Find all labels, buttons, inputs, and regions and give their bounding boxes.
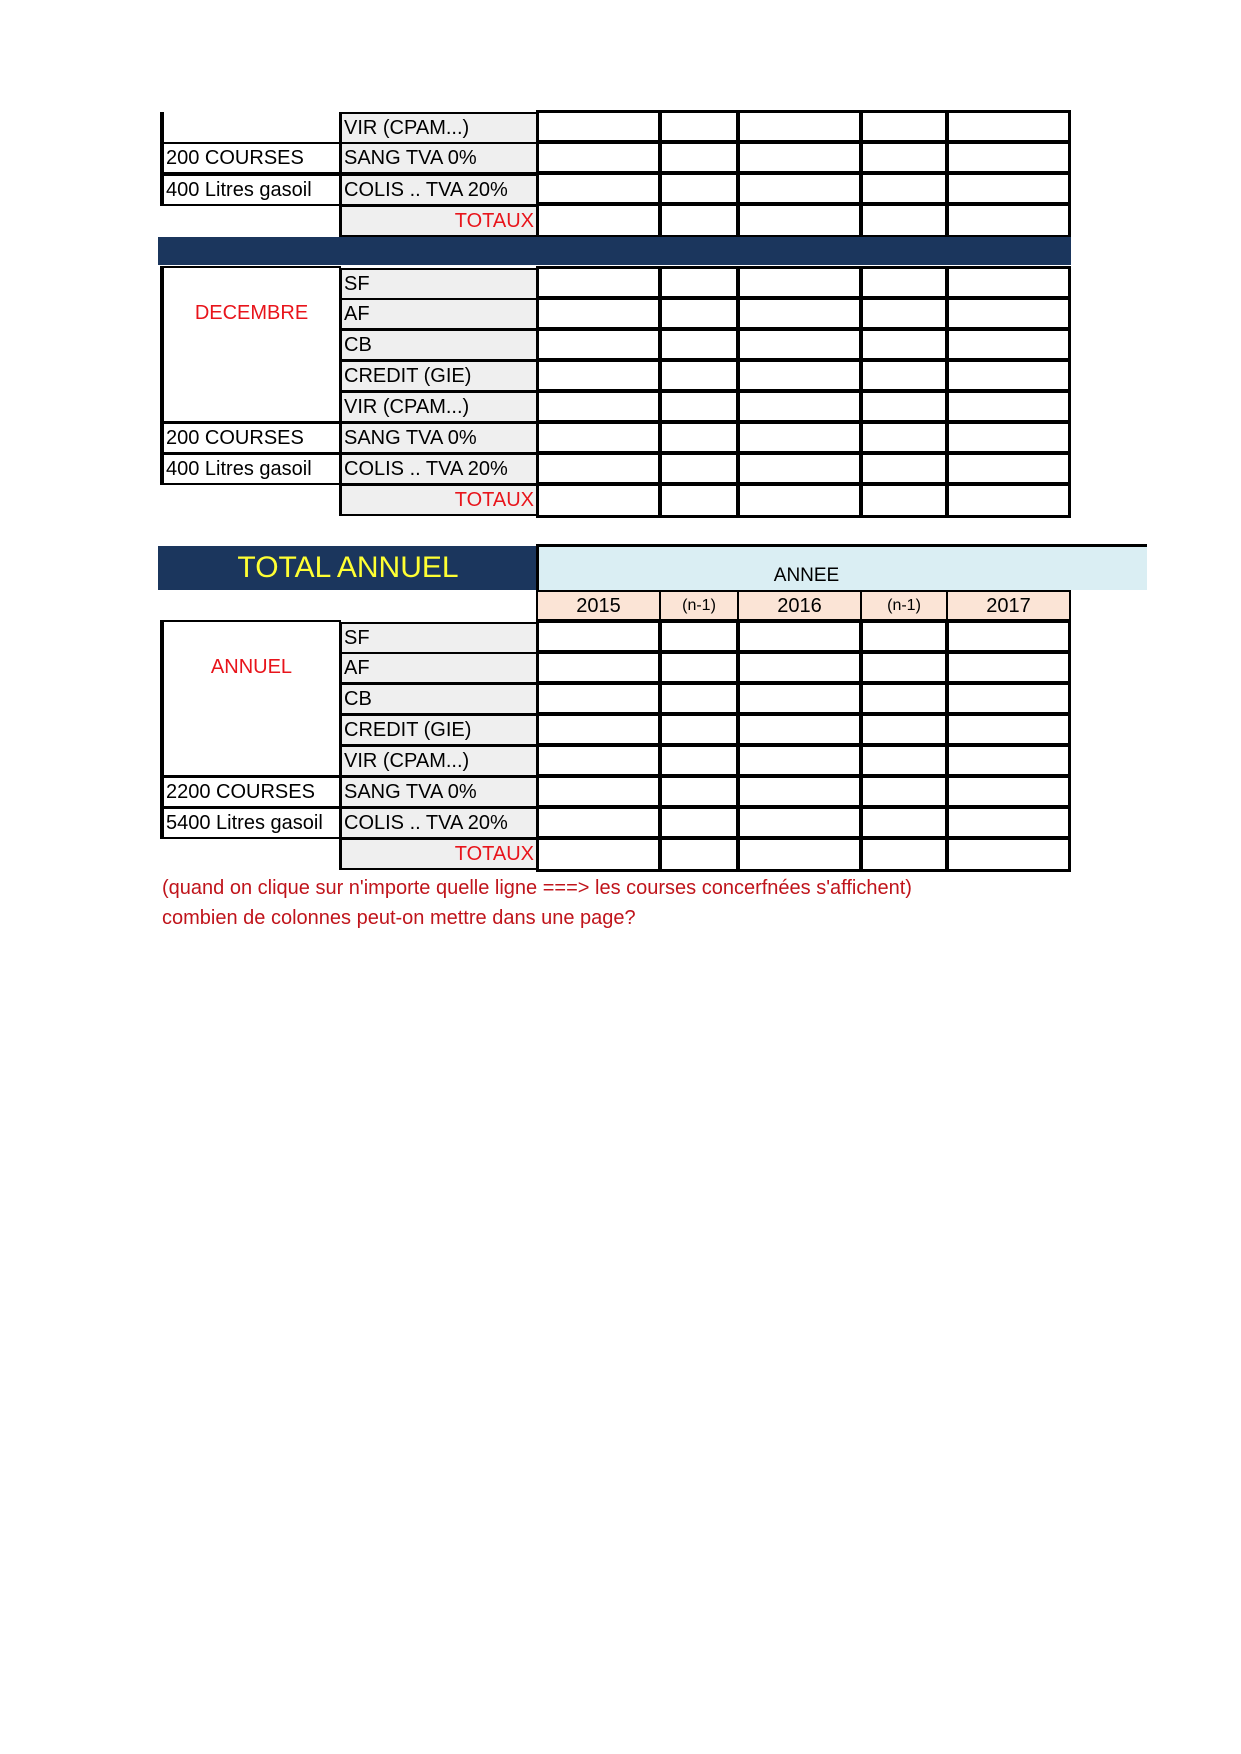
value-cell[interactable] [536, 620, 661, 653]
annee-header-right-stub [1063, 544, 1071, 547]
category-sf: SF [339, 622, 538, 654]
value-cell[interactable] [737, 266, 862, 299]
value-cell[interactable] [860, 620, 948, 653]
category-sang-tva0: SANG TVA 0% [339, 422, 538, 454]
totaux-label: TOTAUX [339, 484, 538, 516]
category-sang-tva0: SANG TVA 0% [339, 776, 538, 808]
value-cell[interactable] [737, 141, 862, 174]
gasoil-litres-cell: 5400 Litres gasoil [160, 807, 341, 839]
value-cell[interactable] [946, 390, 1071, 423]
category-colis-tva20: COLIS .. TVA 20% [339, 174, 538, 206]
category-af: AF [339, 652, 538, 684]
annee-label: ANNEE [773, 565, 840, 586]
value-cell[interactable] [737, 837, 862, 872]
value-cell[interactable] [536, 682, 661, 715]
value-cell[interactable] [946, 141, 1071, 174]
month-label: DECEMBRE [194, 302, 309, 324]
value-cell[interactable] [946, 837, 1071, 872]
value-cell[interactable] [946, 775, 1071, 808]
annee-header [536, 544, 1147, 590]
gasoil-litres-cell: 400 Litres gasoil [160, 453, 341, 485]
value-cell[interactable] [860, 837, 948, 872]
totaux-label: TOTAUX [339, 205, 538, 237]
value-cell[interactable] [659, 359, 739, 392]
value-cell[interactable] [737, 297, 862, 330]
value-cell[interactable] [536, 775, 661, 808]
value-cell[interactable] [946, 682, 1071, 715]
value-grid[interactable] [536, 620, 1071, 872]
value-grid[interactable] [536, 266, 1071, 518]
value-cell[interactable] [860, 141, 948, 174]
value-cell[interactable] [860, 297, 948, 330]
category-vir-cpam: VIR (CPAM...) [339, 745, 538, 777]
month-divider-bar [158, 237, 1071, 265]
value-cell[interactable] [659, 651, 739, 684]
value-cell[interactable] [946, 620, 1071, 653]
value-cell[interactable] [737, 682, 862, 715]
year-header-2016: 2016 [737, 590, 862, 621]
left-border-stub [160, 112, 164, 142]
value-cell[interactable] [946, 806, 1071, 839]
value-cell[interactable] [659, 328, 739, 361]
value-cell[interactable] [860, 390, 948, 423]
value-cell[interactable] [946, 744, 1071, 777]
value-cell[interactable] [737, 775, 862, 808]
total-annuel-title: TOTAL ANNUEL [237, 551, 459, 584]
value-cell[interactable] [737, 806, 862, 839]
value-cell[interactable] [946, 328, 1071, 361]
value-cell[interactable] [737, 203, 862, 238]
value-cell[interactable] [659, 713, 739, 746]
value-cell[interactable] [860, 266, 948, 299]
courses-count-cell: 200 COURSES [160, 422, 341, 454]
value-cell[interactable] [659, 682, 739, 715]
value-cell[interactable] [860, 421, 948, 454]
category-credit-gie: CREDIT (GIE) [339, 714, 538, 746]
value-cell[interactable] [659, 620, 739, 653]
year-header-n1: (n-1) [860, 590, 948, 621]
value-cell[interactable] [659, 775, 739, 808]
value-cell[interactable] [860, 682, 948, 715]
value-cell[interactable] [536, 110, 661, 143]
category-cb: CB [339, 329, 538, 361]
value-cell[interactable] [946, 359, 1071, 392]
value-cell[interactable] [659, 483, 739, 518]
value-cell[interactable] [860, 744, 948, 777]
value-cell[interactable] [659, 141, 739, 174]
value-cell[interactable] [946, 483, 1071, 518]
value-cell[interactable] [860, 172, 948, 205]
value-cell[interactable] [536, 297, 661, 330]
value-cell[interactable] [737, 390, 862, 423]
value-cell[interactable] [737, 421, 862, 454]
category-vir-cpam: VIR (CPAM...) [339, 391, 538, 423]
courses-count-cell: 200 COURSES [160, 142, 341, 174]
value-cell[interactable] [659, 172, 739, 205]
value-cell[interactable] [659, 390, 739, 423]
value-cell[interactable] [737, 483, 862, 518]
value-cell[interactable] [946, 266, 1071, 299]
annuel-label-cell [160, 620, 341, 777]
value-cell[interactable] [737, 172, 862, 205]
value-cell[interactable] [860, 806, 948, 839]
value-cell[interactable] [860, 775, 948, 808]
value-cell[interactable] [536, 713, 661, 746]
value-cell[interactable] [659, 806, 739, 839]
annuel-label: ANNUEL [210, 656, 293, 678]
total-annuel-title-bar [158, 546, 538, 590]
value-cell[interactable] [737, 110, 862, 143]
value-cell[interactable] [946, 172, 1071, 205]
value-cell[interactable] [536, 744, 661, 777]
courses-count-cell: 2200 COURSES [160, 776, 341, 808]
value-cell[interactable] [536, 390, 661, 423]
year-header-2017: 2017 [946, 590, 1071, 621]
value-cell[interactable] [860, 359, 948, 392]
value-cell[interactable] [737, 328, 862, 361]
value-cell[interactable] [946, 452, 1071, 485]
value-cell[interactable] [536, 141, 661, 174]
value-cell[interactable] [946, 713, 1071, 746]
value-cell[interactable] [659, 452, 739, 485]
value-cell[interactable] [860, 713, 948, 746]
value-cell[interactable] [659, 837, 739, 872]
value-cell[interactable] [946, 421, 1071, 454]
value-cell[interactable] [946, 297, 1071, 330]
value-cell[interactable] [536, 806, 661, 839]
value-cell[interactable] [737, 744, 862, 777]
category-cb: CB [339, 683, 538, 715]
value-cell[interactable] [659, 421, 739, 454]
value-cell[interactable] [536, 328, 661, 361]
category-sang-tva0: SANG TVA 0% [339, 142, 538, 174]
category-colis-tva20: COLIS .. TVA 20% [339, 807, 538, 839]
value-cell[interactable] [737, 359, 862, 392]
value-grid[interactable] [536, 110, 1071, 238]
category-vir-cpam: VIR (CPAM...) [339, 112, 538, 144]
note-columns-question: combien de colonnes peut-on mettre dans une page? [162, 907, 636, 929]
value-cell[interactable] [737, 452, 862, 485]
month-label-cell [160, 266, 341, 423]
totaux-label: TOTAUX [339, 838, 538, 870]
value-cell[interactable] [860, 651, 948, 684]
value-cell[interactable] [737, 713, 862, 746]
value-cell[interactable] [860, 203, 948, 238]
value-cell[interactable] [860, 483, 948, 518]
value-cell[interactable] [536, 359, 661, 392]
category-colis-tva20: COLIS .. TVA 20% [339, 453, 538, 485]
value-cell[interactable] [536, 837, 661, 872]
value-cell[interactable] [737, 620, 862, 653]
category-af: AF [339, 298, 538, 330]
value-cell[interactable] [536, 203, 661, 238]
value-cell[interactable] [536, 483, 661, 518]
value-cell[interactable] [946, 203, 1071, 238]
value-cell[interactable] [536, 266, 661, 299]
value-cell[interactable] [946, 110, 1071, 143]
category-sf: SF [339, 268, 538, 300]
year-header-2015: 2015 [536, 590, 661, 621]
value-cell[interactable] [659, 110, 739, 143]
year-header-n1: (n-1) [659, 590, 739, 621]
gasoil-litres-cell: 400 Litres gasoil [160, 174, 341, 206]
value-cell[interactable] [536, 172, 661, 205]
value-cell[interactable] [659, 297, 739, 330]
value-cell[interactable] [659, 203, 739, 238]
value-cell[interactable] [737, 651, 862, 684]
value-cell[interactable] [860, 452, 948, 485]
value-cell[interactable] [860, 328, 948, 361]
value-cell[interactable] [536, 421, 661, 454]
value-cell[interactable] [536, 452, 661, 485]
value-cell[interactable] [946, 651, 1071, 684]
note-click-behavior: (quand on clique sur n'importe quelle ligne ===> les courses concerfnées s'affichent) [162, 877, 912, 899]
value-cell[interactable] [536, 651, 661, 684]
value-cell[interactable] [860, 110, 948, 143]
value-cell[interactable] [659, 266, 739, 299]
category-credit-gie: CREDIT (GIE) [339, 360, 538, 392]
value-cell[interactable] [659, 744, 739, 777]
